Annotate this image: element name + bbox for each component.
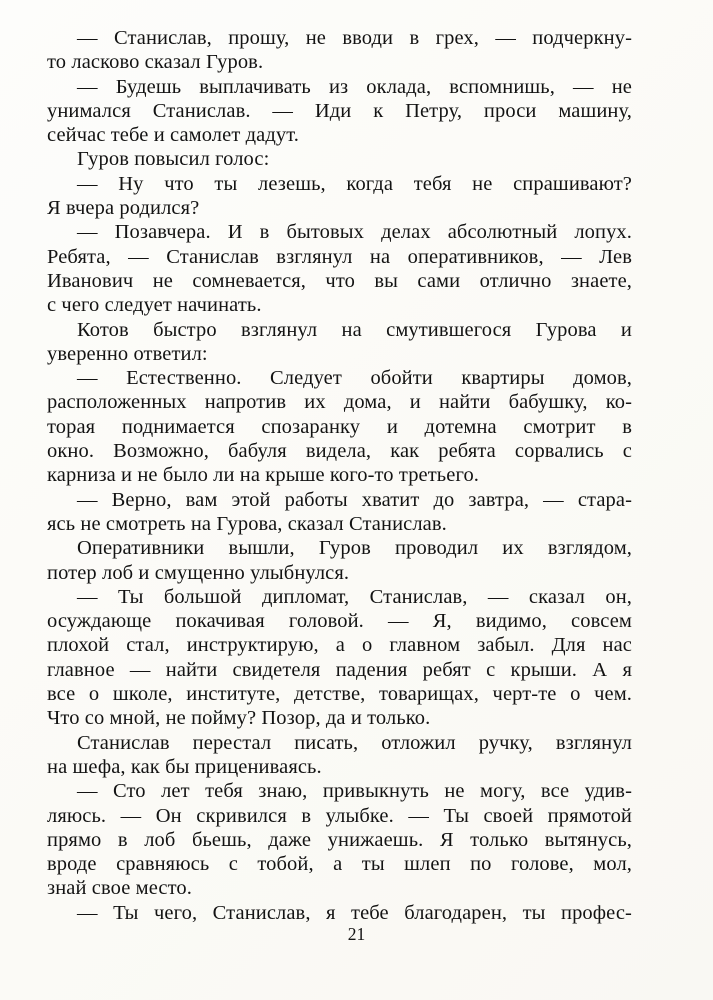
paragraph — [47, 536, 632, 585]
text-line: Гуров повысил голос: — [77, 148, 270, 171]
text-line: осуждающе покачивая головой. — Я, видимо, совсем — [47, 610, 632, 633]
text-line: знай свое место. — [47, 877, 192, 900]
text-line: Котов быстро взглянул на смутившегося Гурова и — [77, 318, 632, 341]
text-line: — Сто лет тебя знаю, привыкнуть не могу, все удив- — [77, 780, 632, 803]
paragraph — [47, 75, 632, 148]
text-line: окно. Возможно, бабуля видела, как ребята сорвались с — [47, 440, 632, 463]
text-line: Я вчера родился? — [47, 197, 200, 220]
text-line: — Позавчера. И в бытовых делах абсолютный лопух. — [77, 221, 632, 244]
text-line: ляюсь. — Он скривился в улыбке. — Ты своей прямотой — [47, 804, 632, 827]
paragraph — [47, 147, 632, 171]
text-line: главное — найти свидетеля падения ребят с крыши. А я — [47, 658, 632, 681]
text-line: — Верно, вам этой работы хватит до завтра, — стара- — [77, 488, 632, 511]
text-line: — Ты большой дипломат, Станислав, — сказал он, — [77, 585, 632, 608]
text-line: уверенно ответил: — [47, 342, 208, 365]
text-line: сейчас тебе и самолет дадут. — [47, 124, 299, 147]
text-line: потер лоб и смущенно улыбнулся. — [47, 561, 350, 584]
text-line: — Естественно. Следует обойти квартиры домов, — [77, 367, 632, 390]
text-line: унимался Станислав. — Иди к Петру, проси машину, — [47, 99, 632, 122]
text-line: плохой стал, инструктирую, а о главном забыл. Для нас — [47, 634, 632, 657]
text-line: торая поднимается спозаранку и дотемна смотрит в — [47, 415, 632, 438]
paragraph — [47, 488, 632, 537]
text-line: — Ну что ты лезешь, когда тебя не спрашивают? — [77, 172, 632, 195]
text-line: на шефа, как бы прицениваясь. — [47, 755, 322, 778]
paragraph — [47, 220, 632, 317]
text-line: с чего следует начинать. — [47, 294, 262, 317]
text-line: Иванович не сомневается, что вы сами отлично знаете, — [47, 269, 632, 292]
text-line: то ласково сказал Гуров. — [47, 51, 264, 74]
text-line: Оперативники вышли, Гуров проводил их взглядом, — [77, 537, 632, 560]
text-line: Станислав перестал писать, отложил ручку, взглянул — [77, 731, 632, 754]
text-line: вроде сравняюсь с тобой, а ты шлеп по голове, мол, — [47, 853, 632, 876]
paragraph — [47, 585, 632, 731]
text-line: — Станислав, прошу, не вводи в грех, — подчеркну- — [77, 27, 632, 49]
text-line: карниза и не было ли на крыше кого-то третьего. — [47, 464, 480, 487]
text-line: Ребята, — Станислав взглянул на оперативников, — Лев — [47, 245, 632, 268]
text-line: прямо в лоб бьешь, даже унижаешь. Я только вытянусь, — [47, 828, 632, 851]
paragraph — [47, 318, 632, 367]
page-text — [47, 26, 632, 925]
paragraph — [47, 366, 632, 487]
text-line: ясь не смотреть на Гурова, сказал Станислав. — [47, 512, 447, 535]
paragraph — [47, 901, 632, 925]
paragraph — [47, 779, 632, 900]
paragraph — [47, 172, 632, 221]
text-line: — Ты чего, Станислав, я тебе благодарен, ты профес- — [77, 901, 632, 924]
text-line: все о школе, институте, детстве, товарищах, черт-те о чем. — [47, 683, 632, 706]
paragraph — [47, 26, 632, 75]
text-line: Что со мной, не пойму? Позор, да и только. — [47, 707, 431, 730]
page-number: 21 — [347, 924, 366, 944]
text-line: расположенных напротив их дома, и найти бабушку, ко- — [47, 391, 632, 414]
text-line: — Будешь выплачивать из оклада, вспомнишь, — не — [77, 75, 632, 98]
paragraph — [47, 731, 632, 780]
